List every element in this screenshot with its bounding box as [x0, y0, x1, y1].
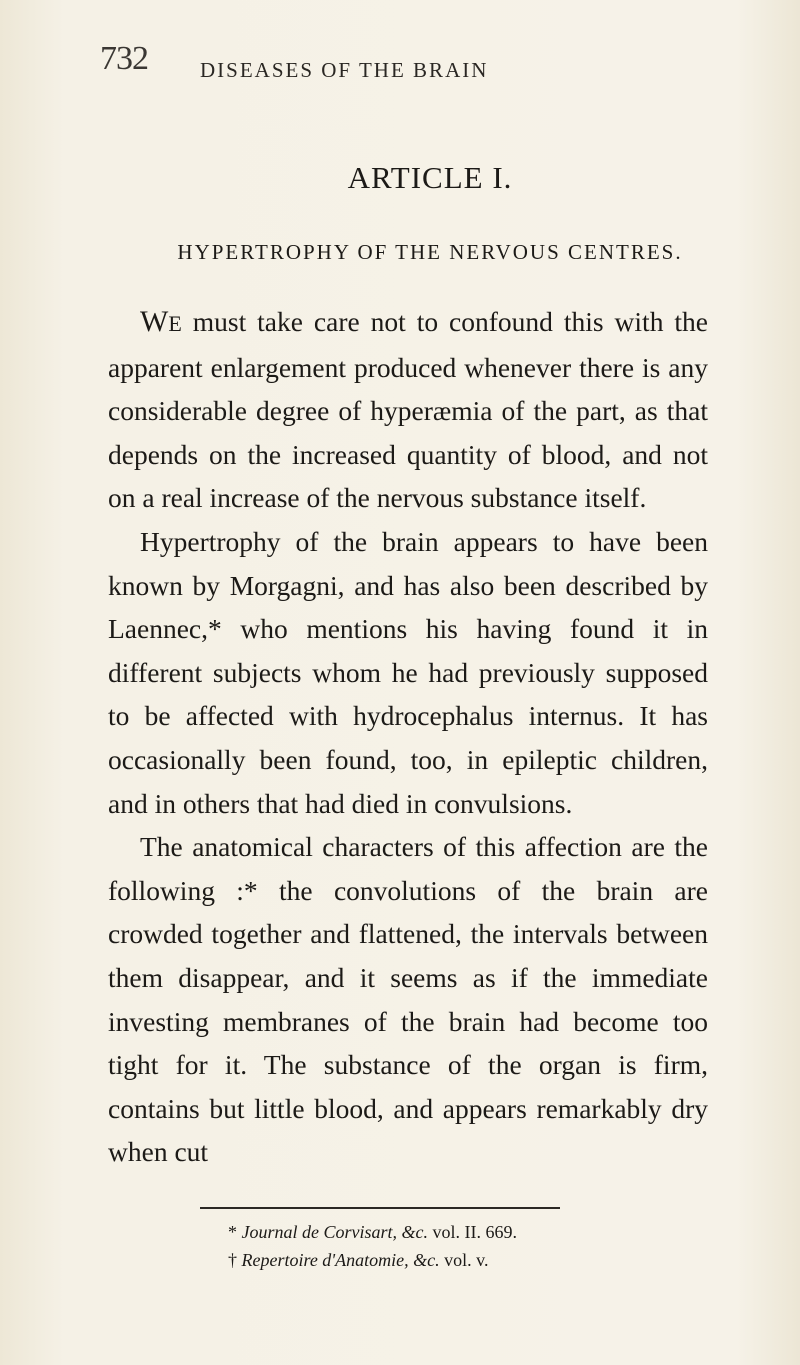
paragraph-text: Hypertrophy of the brain appears to have been known by Morgagni, and has also been described by Laennec,* who mentions his having found it in different subjects whom he had previously supposed to be affected with hydrocephalus internus. It has occasionally been found, too, in epileptic children, and in others that had died in convulsions.	[108, 525, 708, 819]
footnote-1	[228, 1218, 708, 1246]
paragraph-3	[108, 825, 708, 1174]
section-title: HYPERTROPHY OF THE NERVOUS CENTRES.	[177, 240, 683, 264]
drop-cap: W	[140, 305, 169, 338]
body-text	[108, 300, 708, 1174]
footnote-mark: *	[228, 1222, 237, 1242]
article-title: ARTICLE I.	[347, 160, 513, 195]
running-head: DISEASES OF THE BRAIN	[200, 58, 489, 82]
small-cap: E	[168, 311, 182, 336]
paragraph-text: must take care not to confound this with the apparent enlargement produced whenever there is any considerable degree of hyperæmia of the part, as that depends on the increased quantity of blood, and not on a real increase of the nervous substance itself.	[108, 306, 708, 514]
footnote-rule	[200, 1207, 560, 1209]
page-number: 732	[100, 40, 148, 77]
paragraph-2	[108, 520, 708, 825]
footnote-ref: vol. v.	[439, 1250, 489, 1270]
paragraph-text: The anatomical characters of this affection are the following :* the convolutions of the brain are crowded together and flattened, the intervals between them disappear, and it seems as if the immediate investing membranes of the brain had become too tight for it. The substance of the organ is firm, contains but little blood, and appears remarkably dry when cut	[108, 831, 708, 1168]
footnote-ref: vol. II. 669.	[428, 1222, 517, 1242]
footnote-mark: †	[228, 1250, 237, 1270]
page-header	[0, 38, 800, 98]
footnotes	[228, 1218, 708, 1274]
paragraph-1	[108, 300, 708, 520]
footnote-title: Repertoire d'Anatomie, &c.	[241, 1250, 440, 1270]
footnote-title: Journal de Corvisart, &c.	[241, 1222, 428, 1242]
footnote-2	[228, 1246, 708, 1274]
